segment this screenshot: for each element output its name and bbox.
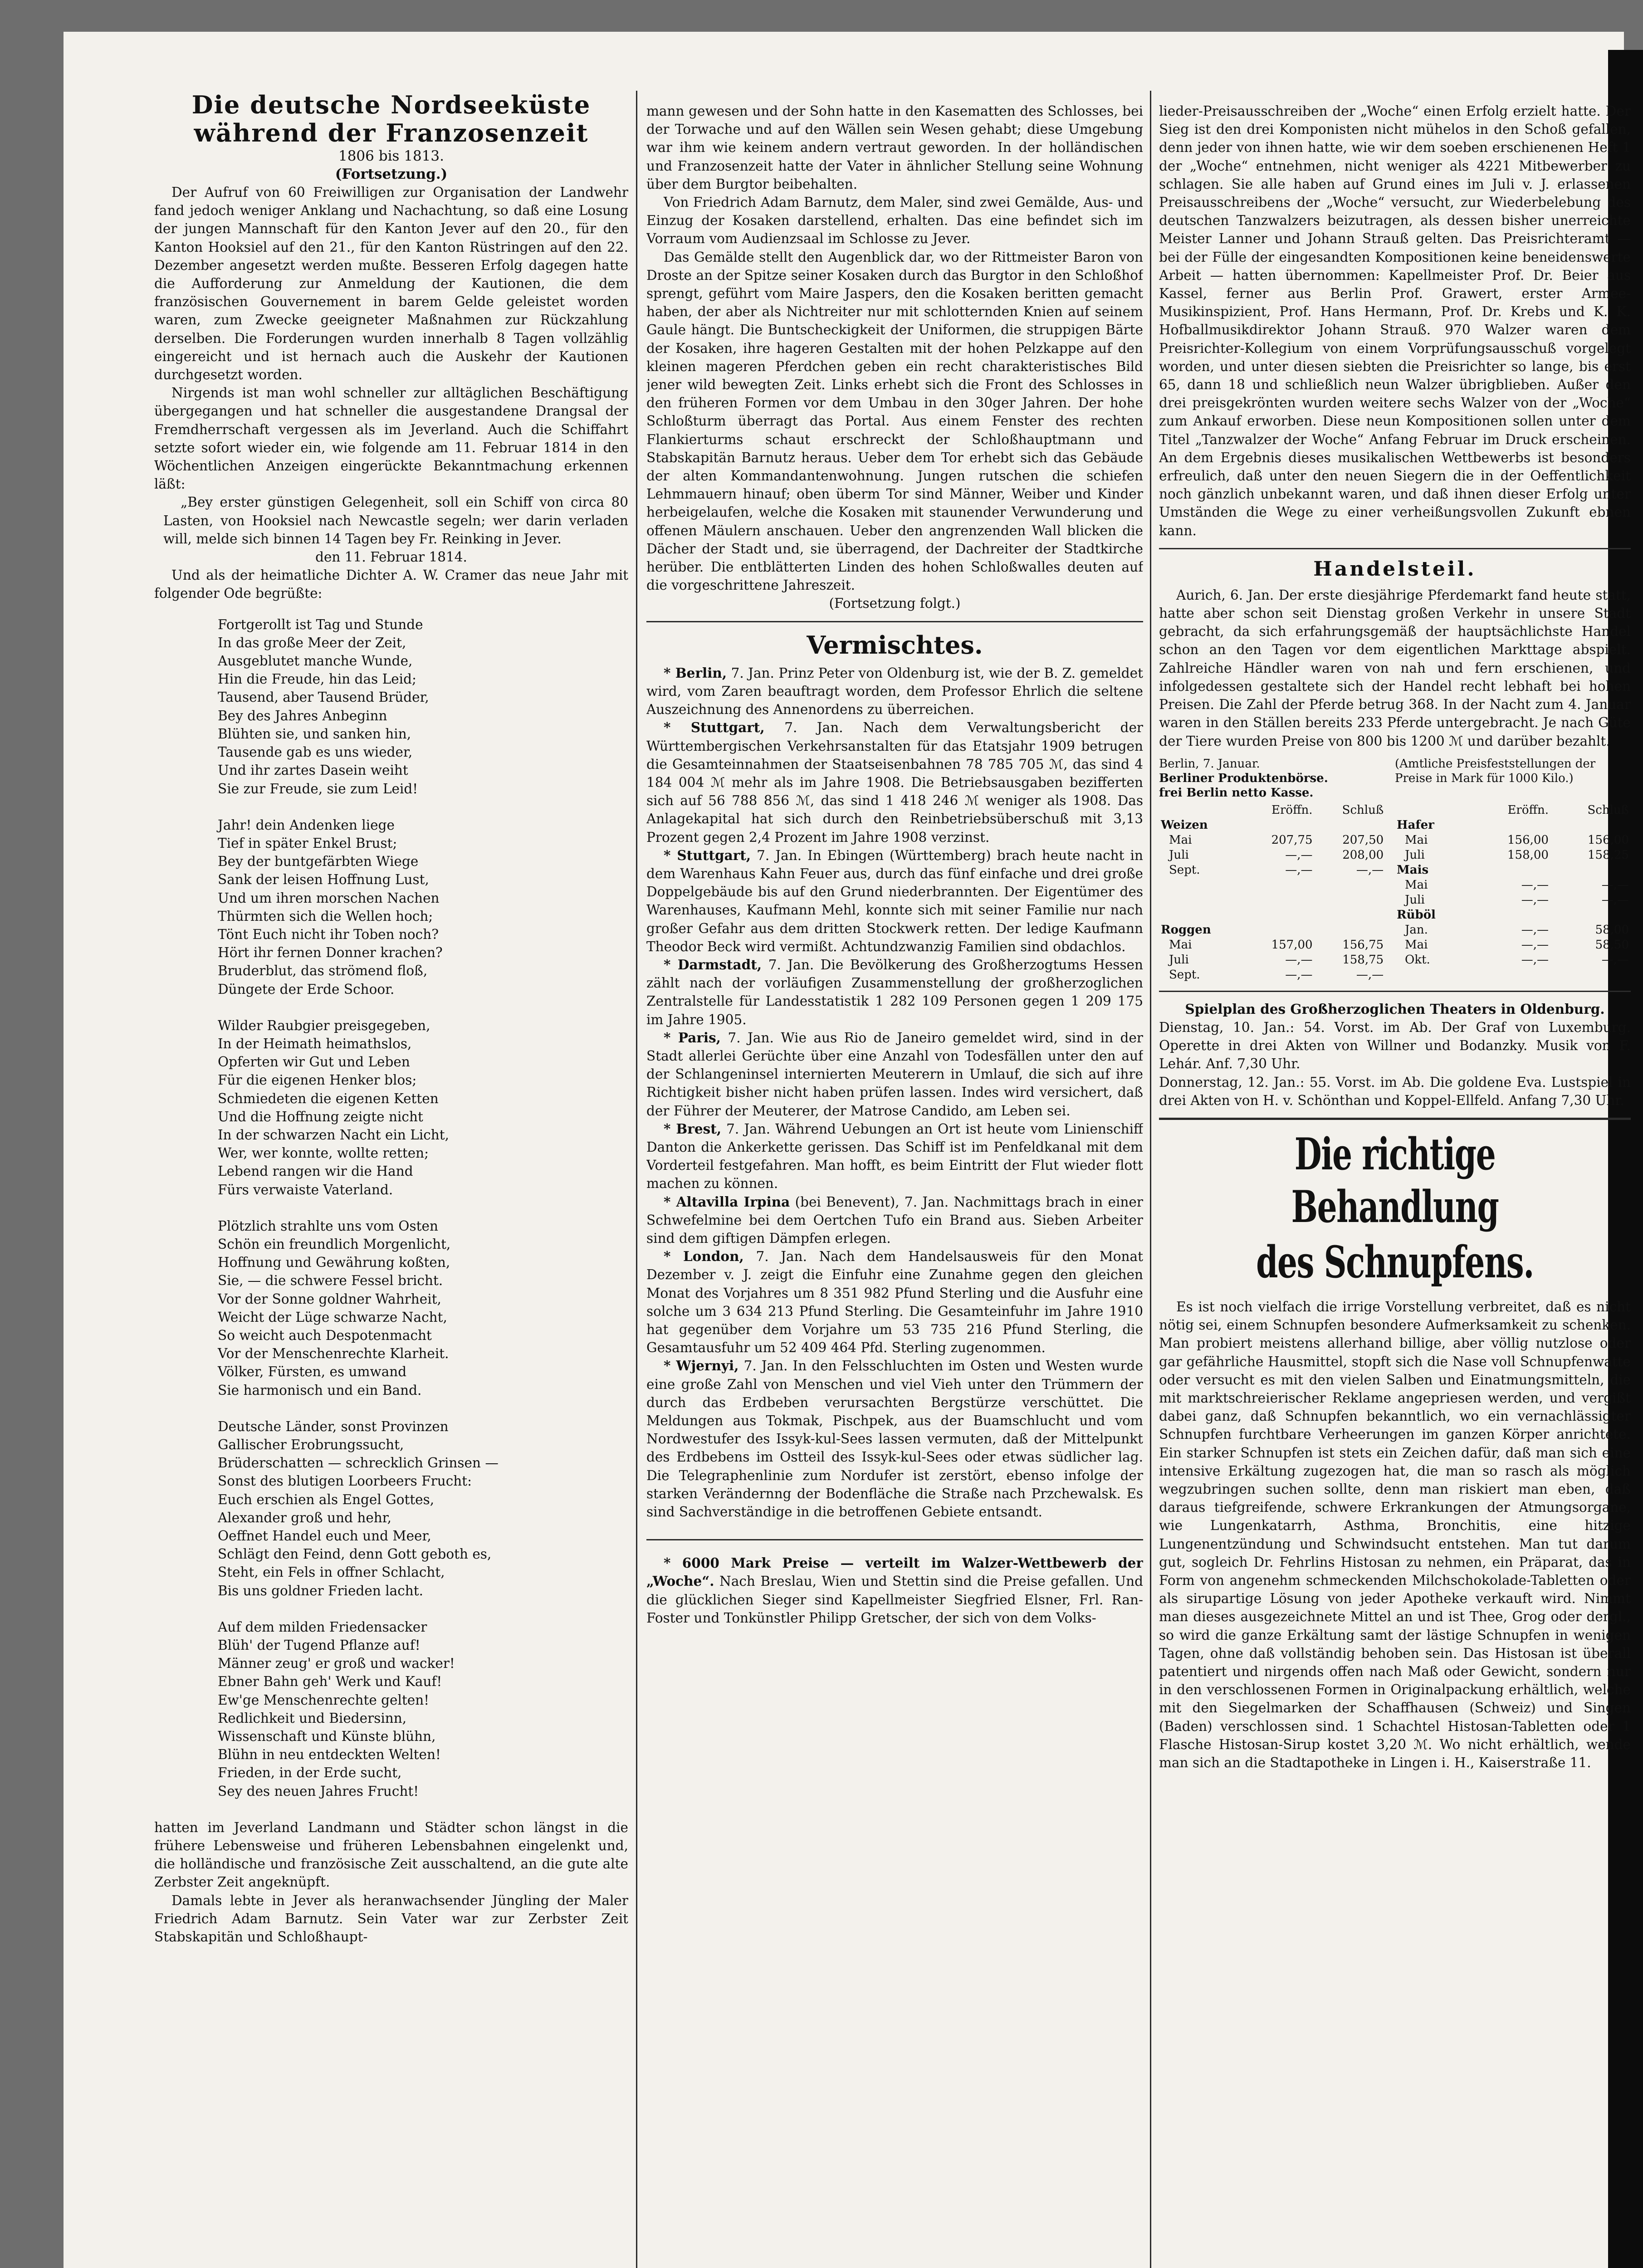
news-item: * Stuttgart, 7. Jan. Nach dem Verwaltungsbericht der Württembergischen Verkehrsanstalten für das Etatsjahr 1909 betrugen die Gesamteinnahmen der Staatseisenbahnen 78 785 705 ℳ, das sind 4 184 004 ℳ mehr als im Jahre 1908. Die Betriebsausgaben bezifferten sich auf 56 788 856 ℳ, das sind 1 418 246 ℳ weniger als 1908. Das Anlagekapital hat sich durch den Reinbetriebsüberschuß mit 3,13 Prozent gegen 2,4 Prozent im Jahre 1908 verzinst. (646, 719, 1143, 845)
market-row: Okt. —,— —,— (1405, 953, 1629, 967)
news-list (646, 664, 1143, 1521)
notice-date: den 11. Februar 1814. (315, 549, 467, 565)
news-item: * Stuttgart, 7. Jan. In Ebingen (Württemberg) brach heute nacht in dem Warenhaus Kahn Feuer aus, durch das fünf einfache und drei große Doppelgebäude bis auf den Grund niederbrannten. Der Eigentümer des Warenhauses, Kaufmann Mehl, konnte sich mit seiner Familie nur nach großer Gefahr aus dem dritten Stockwerk retten. Der ledige Kaufmann Theodor Beck wird vermißt. Achtundzwanzig Familien sind obdachlos. (646, 847, 1143, 954)
market-row: Sept. —,— —,— (1169, 863, 1384, 877)
paragraph: hatten im Jeverland Landmann und Städter schon längst in die frühere Lebensweise und früheren Lebensbahnen eingelenkt und, die holländische und französische Zeit ausschaltend, an die gute alte Zerbster Zeit angeknüpft. (154, 1819, 628, 1890)
market-row: Weizen (1161, 818, 1208, 832)
news-item: * Brest, 7. Jan. Während Uebungen an Ort ist heute vom Linienschiff Danton die Ankerkette gerissen. Das Schiff ist im Penfeldkanal mit dem Vorderteil festgefahren. Man hofft, es beim Eintritt der Flut wieder flott machen zu können. (646, 1120, 1143, 1192)
article-title-line2: während der Franzosenzeit (194, 118, 589, 147)
market-row: Hafer (1397, 818, 1434, 832)
market-row (1159, 908, 1385, 923)
market-table-right: Eröffn. Schluß Hafer Mai 156,00 156,00 Juli 158,00 158,25 Mais Mai —,— —,— Juli —,— —,— Rüböl Jan. —,— 58,00 Mai —,— 58,50 Okt. —,— —,— (1395, 803, 1631, 982)
section-title: Handelsteil. (1313, 557, 1477, 581)
news-item: * Darmstadt, 7. Jan. Die Bevölkerung des Großherzogtums Hessen zählt nach der vorläufigen Zusammenstellung der großherzoglichen Zentralstelle für Landesstatistik 1 282 109 Personen gegen 1 209 175 im Jahre 1905. (646, 956, 1143, 1027)
article-continued: (Fortsetzung.) (335, 166, 448, 182)
market-table-left: Eröffn. Schluß Weizen Mai 207,75 207,50 Juli —,— 208,00 Sept. —,— —,— Roggen Mai 157,00 156,75 Juli —,— 158,75 Sept. —,— —,— (1159, 803, 1385, 982)
divider (1159, 991, 1631, 992)
news-item: * Altavilla Irpina (bei Benevent), 7. Jan. Nachmittags brach in einer Schwefelmine bei dem Oertchen Tufo ein Brand aus. Sieben Arbeiter sind dem giftigen Dämpfen erlegen. (646, 1193, 1143, 1246)
paragraph: lieder-Preisausschreiben der „Woche“ einen Erfolg erzielt hatte. Der Sieg ist den drei Komponisten nicht mühelos in den Schoß gefallen, denn jeder von ihnen hatte, wie wir dem soeben erschienenen Heft 1 der „Woche“ entnehmen, nicht weniger als 4221 Mitbewerber zu schlagen. Sie alle haben auf Grund eines im Juli v. J. erlassenen Preisausschreibens der „Woche“ versucht, zur Wiederbelebung des deutschen Tanzwalzers beizutragen, als dessen bisher unerreichte Meister Lanner und Johann Strauß gelten. Das Preisrichteramt — bei der Fülle der eingesandten Kompositionen keine beneidenswerte Arbeit — hatten übernommen: Kapellmeister Prof. Dr. Beier aus Kassel, ferner aus Berlin Prof. Grawert, erster Armee-Musikinspizient, Prof. Hans Hermann, Prof. Dr. Krebs und K. K. Hofballmusikdirektor Johann Strauß. 970 Walzer waren dem Preisrichter-Kollegium von einem Vorprüfungsausschuß vorgelegt worden, und unter diesen siebten die Preisrichter so lange, bis erst 65, dann 18 und schließlich neun Walzer übrigblieben. Außer den drei preisgekrönten wurden weitere sechs Walzer von der „Woche“ zum Ankauf erworben. Diese neun Kompositionen sollen unter dem Titel „Tanzwalzer der Woche“ Anfang Februar im Druck erscheinen. An dem Ergebnis dieses musikalischen Wettbewerbs ist besonders erfreulich, daß unter den neuen Siegern die in der Oeffentlichkeit noch gänzlich unbekannt waren, und daß ihnen dieser Erfolg unter Umständen die Wege zu einer verheißungsvollen Zukunft ebnen kann. (1159, 103, 1631, 538)
poem-stanza: Auf dem milden Friedensacker Blüh' der Tugend Pflanze auf! Männer zeug' er groß und wacker! Ebner Bahn geh' Werk und Kauf! Ew'ge Menschenrechte gelten! Redlichkeit und Biedersinn, Wissenschaft und Künste blühn, Blühn in neu entdeckten Welten! Frieden, in der Erde sucht, Sey des neuen Jahres Frucht! (218, 1619, 455, 1799)
paragraph: Aurich, 6. Jan. Der erste diesjährige Pferdemarkt fand heute statt, hatte aber schon seit Dienstag großen Verkehr in unsere Stadt gebracht, da sich erfahrungsgemäß der hauptsächlichste Handel schon an den Tagen vor dem eigentlichen Markttage abspielt. Zahlreiche Händler waren von nah und fern erschienen, und infolgedessen gestaltete sich der Handel recht lebhaft bei hohen Preisen. Die Zahl der Pferde betrug 368. In der Nacht zum 4. Januar waren in den Ställen bereits 233 Pferde untergebracht. Je nach Güte der Tiere wurden Preise von 800 bis 1200 ℳ und darüber bezahlt. (1159, 587, 1631, 749)
news-item: * Wjernyi, 7. Jan. In den Felsschluchten im Osten und Westen wurde eine große Zahl von Menschen und viel Vieh unter den Trümmern der durch das Erdbeben verursachten Bergstürze verschüttet. Die Meldungen aus Tokmak, Pischpek, aus der Buamschlucht und vom Nordwestufer des Issyk-kul-Sees lassen vermuten, daß der Mittelpunkt des Erdbebens im Ostteil des Issyk-kul-Sees oder etwas südlicher lag. Die Telegraphenlinie zum Nordufer ist zerstört, ebenso infolge der starken Verändernng der Bodenfläche die Straße nach Przchewalsk. Es sind Sachverständige in die betroffenen Gebiete entsandt. (646, 1358, 1143, 1520)
paragraph: Damals lebte in Jever als heranwachsender Jüngling der Maler Friedrich Adam Barnutz. Sein Vater war zur Zerbster Zeit Stabskapitän und Schloßhaupt- (154, 1892, 628, 1945)
market-report (1159, 757, 1631, 982)
market-row: Juli —,— —,— (1405, 893, 1629, 907)
market-row: Jan. —,— 58,00 (1405, 923, 1629, 937)
divider (1159, 548, 1631, 549)
divider (646, 621, 1143, 622)
market-note: (Amtliche Preisfeststellungen der Preise in Mark für 1000 Kilo.) (1395, 757, 1596, 785)
news-item: * London, 7. Jan. Nach dem Handelsausweis für den Monat Dezember v. J. zeigt die Einfuhr eine Zunahme gegen den gleichen Monat des Vorjahres um 8 351 982 Pfund Sterling und die Ausfuhr eine solche um 3 634 213 Pfund Sterling. Die Gesamteinfuhr im Jahre 1910 hat gegenüber dem Vorjahre um 53 735 216 Pfund Sterling, die Gesamtausfuhr um 52 409 464 Pfd. Sterling zugenommen. (646, 1248, 1143, 1356)
market-row (1159, 893, 1385, 908)
theater-entry: Donnerstag, 12. Jan.: 55. Vorst. im Ab. Die goldene Eva. Lustspiel in drei Akten von H. v. Schönthan und Koppel-Ellfeld. Anfang 7,30 Uhr. (1159, 1074, 1631, 1108)
article-title-line1: Die deutsche Nordseeküste (191, 90, 591, 119)
notice-quote: „Bey erster günstigen Gelegenheit, soll ein Schiff von circa 80 Lasten, von Hooksiel nach Newcastle segeln; wer darin verladen will, melde sich binnen 14 Tagen bey Fr. Reinking in Jever. (163, 494, 628, 547)
theater-entry: Dienstag, 10. Jan.: 54. Vorst. im Ab. Der Graf von Luxemburg. Operette in drei Akten von Willner und Bodanzky. Musik von F. Lehár. Anf. 7,30 Uhr. (1159, 1019, 1631, 1072)
market-row (1159, 878, 1385, 893)
market-date: Berlin, 7. Januar. (1159, 757, 1260, 771)
market-row: Mai 156,00 156,00 (1405, 833, 1629, 847)
section-title: Vermischtes. (807, 630, 983, 660)
poem-stanza: Fortgerollt ist Tag und Stunde In das große Meer der Zeit, Ausgeblutet manche Wunde, Hin die Freude, hin das Leid; Tausend, aber Tausend Brüder, Bey des Jahres Anbeginn Blühten sie, und sanken hin, Tausende gab es uns wieder, Und ihr zartes Dasein weiht Sie zur Freude, sie zum Leid! (218, 616, 429, 797)
poem-stanza: Deutsche Länder, sonst Provinzen Gallischer Erobrungssucht, Brüderschatten — schrecklich Grinsen — Sonst des blutigen Loorbeers Frucht: Euch erschien als Engel Gottes, Alexander groß und hehr, Oeffnet Handel euch und Meer, Schlägt den Feind, denn Gott geboth es, Steht, ein Fels in offner Schlacht, Bis uns goldner Frieden lacht. (218, 1418, 499, 1598)
ad-title-line1: Die richtige Behandlung (1291, 1128, 1499, 1232)
column-rule-2 (1150, 91, 1151, 2268)
market-row: Mai 157,00 156,75 (1169, 938, 1384, 952)
column-2 (646, 59, 1143, 1627)
divider (1159, 1118, 1631, 1120)
paragraph: Von Friedrich Adam Barnutz, dem Maler, sind zwei Gemälde, Aus- und Einzug der Kosaken darstellend, erhalten. Das eine befindet sich im Vorraum vom Audienzsaal im Schlosse zu Jever. (646, 195, 1143, 247)
paragraph: mann gewesen und der Sohn hatte in den Kasematten des Schlosses, bei der Torwache und auf den Wällen sein Wesen gehabt; diese Umgebung war ihm wie keinem andern vertraut geworden. In der holländischen und Franzosenzeit hatte der Vater in ähnlicher Stellung seine Wohnung über dem Burgtor beibehalten. (646, 103, 1143, 192)
paragraph: Nirgends ist man wohl schneller zur alltäglichen Beschäftigung übergegangen und hat schneller die ausgestandene Drangsal der Fremdherrschaft vergessen als im Jeverland. Auch die Schiffahrt setzte sofort wieder ein, wie folgende am 11. Februar 1814 in den Wöchentlichen Anzeigen eingerückte Bekanntmachung erkennen läßt: (154, 385, 628, 492)
news-item: * 6000 Mark Preise — verteilt im Walzer-Wettbewerb der „Woche“. Nach Breslau, Wien und Stettin sind die Preise gefallen. Und die glücklichen Sieger sind Kapellmeister Siegfried Elsner, Frl. Ran-Foster und Tonkünstler Philipp Gretscher, der sich von dem Volks- (646, 1555, 1143, 1626)
paragraph: Das Gemälde stellt den Augenblick dar, wo der Rittmeister Baron von Droste an der Spitze seiner Kosaken durch das Burgtor in den Schloßhof sprengt, geführt vom Maire Jaspers, den die Kosaken beritten gemacht haben, der aber als Nichtreiter nur mit schlotternden Knien auf seinem Gaule hängt. Die Buntscheckigkeit der Uniformen, die struppigen Bärte der Kosaken, ihre hageren Gestalten mit der hohen Pelzkappe auf den kleinen mageren Pferdchen geben ein recht charakteristisches Bild jener wild bewegten Zeit. Links erhebt sich die Front des Schlosses in den früheren Formen vor dem Umbau in den 30ger Jahren. Der hohe Schloßturm überragt das Portal. Aus einem Fenster des rechten Flankierturms schaut erschreckt der Schloßhauptmann und Stabskapitän Barnutz heraus. Ueber dem Tor erhebt sich das Gebäude der alten Kommandantenwohnung. Jungen rutschen die schiefen Lehmmauern hinauf; oben überm Tor sind Männer, Weiber und Kinder herbeigelaufen, welche die Kosaken mit staunender Verwunderung und offenen Mäulern anschauen. Ueber den angrenzenden Wall blicken die Dächer der Stadt und, sie überragend, der Dachreiter der Stadtkirche herüber. Die entblätterten Linden des hohen Schloßwalles deuten auf die vorgeschrittene Jahreszeit. (646, 249, 1143, 593)
continued-note: (Fortsetzung folgt.) (829, 596, 961, 611)
ad-text: Es ist noch vielfach die irrige Vorstellung verbreitet, daß es nicht nötig sei, einem Schnupfen besondere Aufmerksamkeit zu schenken. Man probiert meistens allerhand billige, aber völlig nutzlose oder gar gefährliche Hausmittel, stopft sich die Nase voll Schnupfenwatte oder versucht es mit den vielen Salben und Einatmungsmitteln, die mit marktschreierischer Reklame angepriesen werden, und vergißt dabei ganz, daß Schnupfen bekanntlich, wo ein vernachlässigter Schnupfen furchtbare Verheerungen im ganzen Körper anrichtete. Ein starker Schnupfen ist stets ein Zeichen dafür, daß man sich eine intensive Erkältung zugezogen hat, die man so rasch als möglich wegzubringen suchen sollte, denn man riskiert man eben, daß daraus tiefgreifende, schwere Erkrankungen der Atmungsorgane, wie Lungenkatarrh, Asthma, Bronchitis, eine hitzige Lungenentzündung und Schwindsucht entstehen. Man tut darum gut, sogleich Dr. Fehrlins Histosan zu nehmen, ein Präparat, das in Form von angenehm schmeckenden Milchschokolade-Tabletten oder als sirupartige Lösung von jeder Apotheke verkauft wird. Nimmt man dieses ausgezeichnete Mittel an und ist Thee, Grog oder dergl., so wird die ganze Erkältung samt der lästige Schnupfen in wenigen Tagen, ohne daß vollständig behoben sein. Das Histosan ist überall patentiert und nirgends offen nach Maß oder Gewicht, sondern nur in den verschlossenen Formen in Originalpackung erhältlich, welche mit den Siegelmarken der Schaffhausen (Schweiz) und Singen (Baden) verschlossen sind. 1 Schachtel Histosan-Tabletten oder 1 Flasche Histosan-Sirup kostet 3,20 ℳ. Wo nicht erhältlich, wende man sich an die Stadtapotheke in Lingen i. H., Kaiserstraße 11. (1159, 1299, 1631, 1770)
market-row: Juli 158,00 158,25 (1405, 848, 1629, 862)
market-row: Sept. —,— —,— (1169, 968, 1384, 982)
news-item: * Berlin, 7. Jan. Prinz Peter von Oldenburg ist, wie der B. Z. gemeldet wird, vom Zaren beauftragt worden, dem Professor Ehrlich die seltene Auszeichnung des Annenordens zu überreichen. (646, 665, 1143, 718)
market-row: Mai —,— —,— (1405, 878, 1629, 892)
news-item: * Paris, 7. Jan. Wie aus Rio de Janeiro gemeldet wird, sind in der Stadt allerlei Gerüchte über eine Anzahl von Todesfällen unter den auf der Schlangeninsel internierten Meuterern in Umlauf, die sich auf ihre Richtigkeit bisher nicht haben prüfen lassen. Indes wird versichert, daß der Führer der Meuterer, der Matrose Candido, am Leben sei. (646, 1029, 1143, 1119)
column-1 (154, 59, 628, 1946)
market-row: Mai —,— 58,50 (1405, 938, 1629, 952)
market-row (1395, 968, 1631, 982)
market-row: Roggen (1161, 923, 1211, 937)
market-row: Rüböl (1397, 908, 1436, 922)
column-rule-1 (636, 91, 637, 2268)
poem (154, 616, 628, 1800)
column-3 (1159, 59, 1631, 1772)
poem-stanza: Plötzlich strahlte uns vom Osten Schön ein freundlich Morgenlicht, Hoffnung und Gewährung koßten, Sie, — die schwere Fessel bricht. Vor der Sonne goldner Wahrheit, Weicht der Lüge schwarze Nacht, So weicht auch Despotenmacht Vor der Menschenrechte Klarheit. Völker, Fürsten, es umwand Sie harmonisch und ein Band. (218, 1218, 451, 1398)
market-row: Juli —,— 208,00 (1169, 848, 1384, 862)
market-row: Juli —,— 158,75 (1169, 953, 1384, 967)
market-row: Mais (1397, 863, 1429, 877)
poem-stanza: Wilder Raubgier preisgegeben, In der Heimath heimathslos, Opferten wir Gut und Leben Für die eigenen Henker blos; Schmiedeten die eigenen Ketten Und die Hoffnung zeigte nicht In der schwarzen Nacht ein Licht, Wer, wer konnte, wollte retten; Lebend rangen wir die Hand Fürs verwaiste Vaterland. (218, 1017, 450, 1198)
poem-stanza: Jahr! dein Andenken liege Tief in später Enkel Brust; Bey der buntgefärbten Wiege Sank der leisen Hoffnung Lust, Und um ihren morschen Nachen Thürmten sich die Wellen hoch; Tönt Euch nicht ihr Toben noch? Hört ihr fernen Donner krachen? Bruderblut, das strömend floß, Düngete der Erde Schoor. (218, 817, 443, 997)
divider (646, 1539, 1143, 1540)
paragraph: Und als der heimatliche Dichter A. W. Cramer das neue Jahr mit folgender Ode begrüßte: (154, 567, 628, 601)
market-subtitle: frei Berlin netto Kasse. (1159, 786, 1314, 800)
article-years: 1806 bis 1813. (338, 148, 444, 164)
theater-heading: Spielplan des Großherzoglichen Theaters in Oldenburg. (1185, 1001, 1605, 1017)
ad-title-line2: des Schnupfens. (1256, 1236, 1534, 1288)
paragraph: Der Aufruf von 60 Freiwilligen zur Organisation der Landwehr fand jedoch weniger Anklang und Nachachtung, so daß eine Losung der jungen Mannschaft für den Kanton Jever auf den 20., für den Kanton Hooksiel auf den 21., für den Kanton Rüstringen auf den 22. Dezember angesetzt werden mußte. Besseren Erfolg dagegen hatte die Aufforderung zur Anmeldung der Kautionen, die dem französischen Gouvernement in barem Gelde geleistet worden waren, zum Zwecke geeigneter Maßnahmen zur Rückzahlung derselben. Die Forderungen wurden innerhalb 8 Tagen vollzählig eingereicht und ist hernach auch die Auskehr der Kautionen durchgesetzt worden. (154, 185, 628, 383)
market-title: Berliner Produktenbörse. (1159, 771, 1328, 785)
market-row: Mai 207,75 207,50 (1169, 833, 1384, 847)
